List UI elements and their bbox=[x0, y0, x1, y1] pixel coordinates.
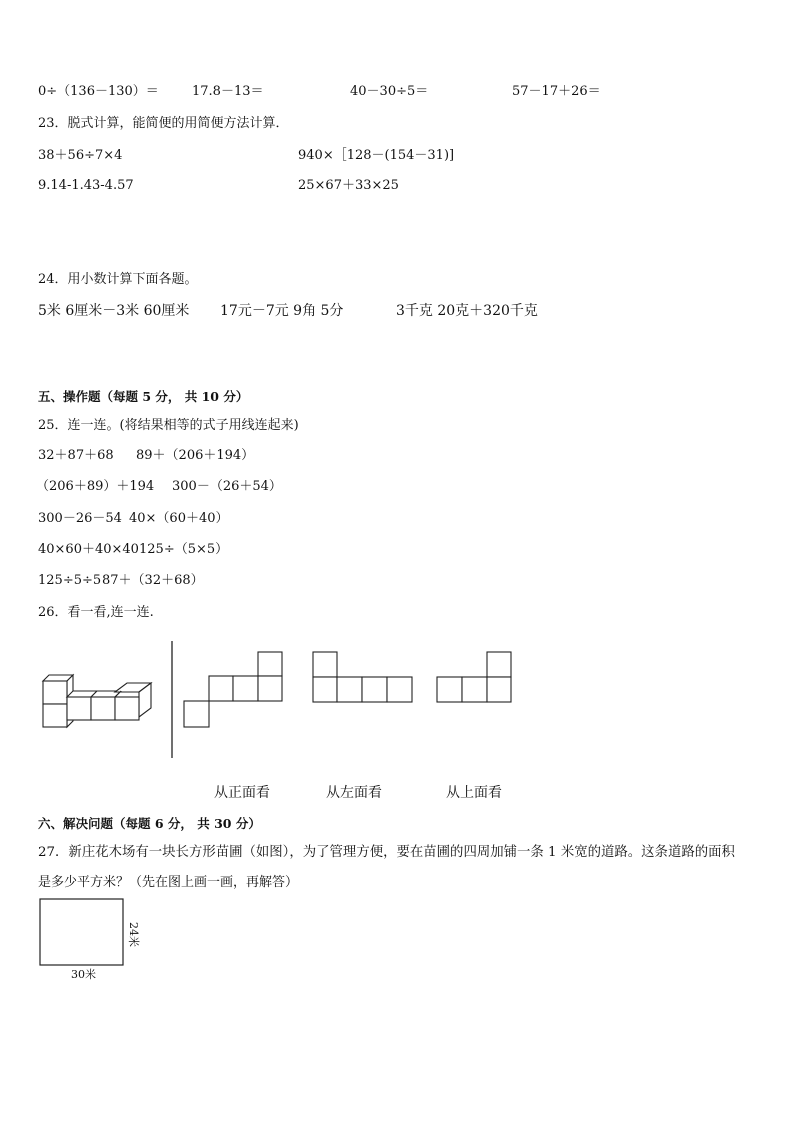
q23-item-1: 38＋56÷7×4 bbox=[38, 148, 123, 163]
q25-row1-right: 89＋（206＋194） bbox=[136, 448, 255, 463]
q27-prompt-line2: 是多少平方米？（先在图上画一画，再解答） bbox=[38, 875, 299, 890]
q24-item-2: 17元－7元 9角 5分 bbox=[220, 303, 344, 319]
q25-row2-left: （206＋89）＋194 bbox=[36, 479, 155, 494]
q23-item-3: 9.14-1.43-4.57 bbox=[38, 178, 134, 193]
q25-row1-left: 32＋87＋68 bbox=[38, 448, 114, 463]
q22-item-2: 17.8－13＝ bbox=[192, 84, 264, 99]
q26-caption-top: 从上面看 bbox=[446, 785, 502, 801]
section6-heading: 六、解决问题（每题 6 分， 共 30 分） bbox=[38, 816, 261, 831]
q27-height-label: 24米 bbox=[127, 922, 140, 947]
q25-row5-left: 125÷5÷5 bbox=[38, 573, 102, 588]
garden-rectangle bbox=[40, 899, 123, 965]
q25-row3-right: 40×（60＋40） bbox=[129, 511, 229, 526]
q23-item-2: 940×［128－(154－31)] bbox=[298, 148, 455, 163]
q24-item-1: 5米 6厘米－3米 60厘米 bbox=[38, 303, 190, 319]
q26-prompt: 26．看一看,连一连. bbox=[38, 605, 154, 620]
q25-row4-left: 40×60＋40×40 bbox=[38, 542, 139, 557]
q25-row2-right: 300－（26＋54） bbox=[172, 479, 282, 494]
q22-item-3: 40－30÷5＝ bbox=[350, 84, 429, 99]
q23-item-4: 25×67＋33×25 bbox=[298, 178, 399, 193]
q22-item-1: 0÷（136－130）＝ bbox=[38, 84, 159, 99]
q25-row4-right: 125÷（5×5） bbox=[139, 542, 229, 557]
q24-prompt: 24．用小数计算下面各题。 bbox=[38, 272, 198, 287]
view-figure-1 bbox=[184, 652, 282, 727]
q25-prompt: 25．连一连。(将结果相等的式子用线连起来) bbox=[38, 418, 299, 433]
q26-caption-left: 从左面看 bbox=[326, 785, 382, 801]
q27-width-label: 30米 bbox=[71, 968, 96, 981]
q25-row5-right: 87＋（32＋68） bbox=[102, 573, 204, 588]
q26-caption-front: 从正面看 bbox=[214, 785, 270, 801]
q23-prompt: 23．脱式计算，能简便的用简便方法计算． bbox=[38, 116, 289, 131]
q22-item-4: 57－17＋26＝ bbox=[512, 84, 601, 99]
view-figure-3 bbox=[437, 652, 511, 702]
q25-row3-left: 300－26－54 bbox=[38, 511, 122, 526]
q27-prompt-line1: 27．新庄花木场有一块长方形苗圃（如图），为了管理方便，要在苗圃的四周加铺一条 1 米宽的道路。这条道路的面积 bbox=[38, 845, 735, 860]
q24-item-3: 3千克 20克＋320千克 bbox=[396, 303, 538, 319]
view-figure-2 bbox=[313, 652, 412, 702]
section5-heading: 五、操作题（每题 5 分， 共 10 分） bbox=[38, 389, 249, 404]
